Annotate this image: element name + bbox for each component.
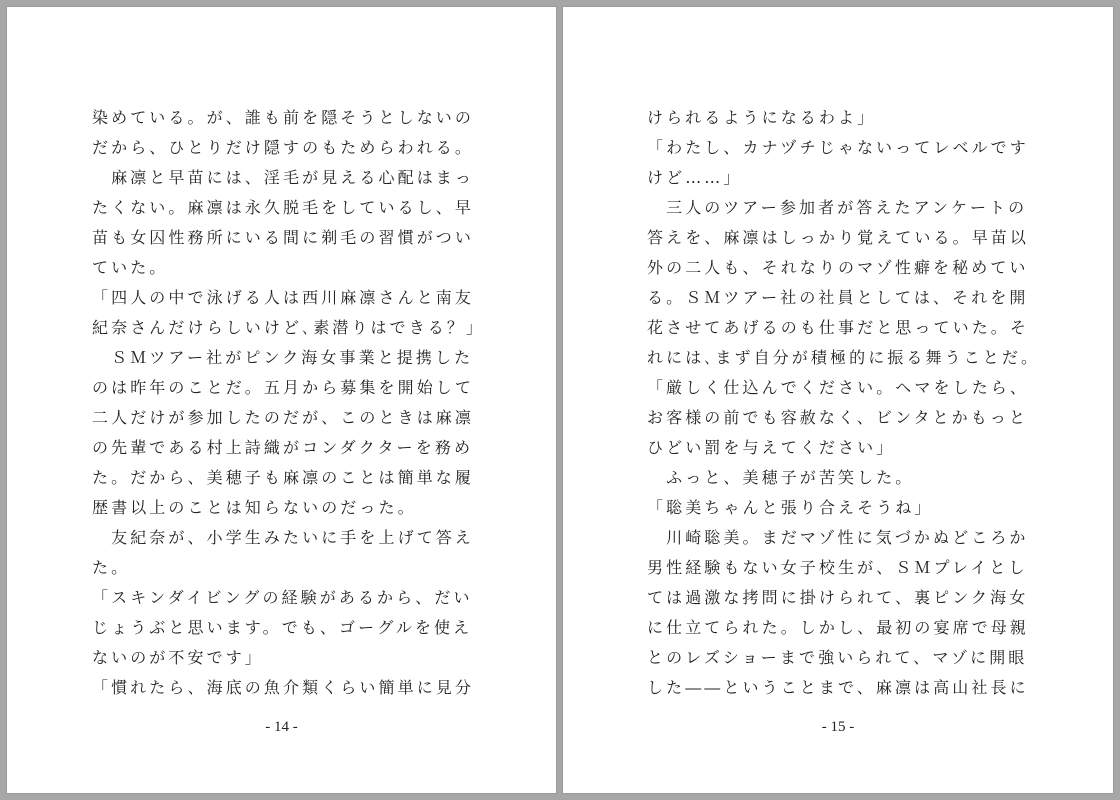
text-line: じょうぶと思います。でも、ゴーグルを使え (92, 618, 473, 637)
text-line: 染めている。が、誰も前を隠そうとしないの (92, 108, 475, 127)
text-line: した――ということまで、麻凛は高山社長に (647, 678, 1029, 697)
text-line: お客様の前でも容赦なく、ビンタとかもっと (647, 408, 1029, 427)
text-line: 苗も女囚性務所にいる間に剃毛の習慣がつい (92, 228, 475, 247)
text-line: ひどい罰を与えてください」 (647, 438, 896, 457)
text-line: けど……」 (647, 168, 743, 187)
right-page-text (647, 103, 1040, 703)
text-line: 外の二人も、それなりのマゾ性癖を秘めてい (647, 258, 1029, 277)
text-line: 「厳しく仕込んでください。ヘマをしたら、 (647, 378, 1030, 397)
text-line: た。 (92, 558, 131, 577)
text-line: のは昨年のことだ。五月から募集を開始して (92, 378, 475, 397)
page-number: - 15 - (821, 719, 855, 735)
text-line: 花させてあげるのも仕事だと思っていた。そ (647, 318, 1030, 337)
text-line: たくない。麻凛は永久脱毛をしているし、早 (92, 198, 475, 217)
text-line: 「スキンダイビングの経験があるから、だい (92, 588, 473, 607)
text-line: ていた。 (92, 258, 169, 277)
right-page (562, 6, 1114, 794)
text-line: た。だから、美穂子も麻凛のことは簡単な履 (92, 468, 475, 487)
text-line: だから、ひとりだけ隠すのもためらわれる。 (92, 138, 475, 157)
text-line: 「聡美ちゃんと張り合えそうね」 (647, 498, 934, 517)
text-line: 歴書以上のことは知らないのだった。 (92, 498, 417, 517)
page-number: - 14 - (265, 719, 298, 735)
text-line: とのレズショーまで強いられて、マゾに開眼 (647, 648, 1028, 667)
text-line: 麻凛と早苗には、淫毛が見える心配はまっ (92, 168, 475, 187)
text-line: 「四人の中で泳げる人は西川麻凛さんと南友 (92, 288, 475, 307)
text-line: 川崎聡美。まだマゾ性に気づかぬどころか (647, 528, 1029, 547)
text-line: 答えを、麻凛はしっかり覚えている。早苗以 (647, 228, 1030, 247)
left-page (6, 6, 557, 794)
text-line: ふっと、美穂子が苦笑した。 (647, 468, 915, 487)
text-line: る。ＳＭツアー社の社員としては、それを開 (647, 288, 1029, 307)
text-line: 紀奈さんだけらしいけど､素潜りはできる？」 (92, 318, 486, 337)
text-line: けられるようになるわよ」 (647, 108, 877, 127)
text-line: 男性経験もない女子校生が、ＳＭプレイとし (647, 558, 1028, 577)
text-line: ＳＭツアー社がピンク海女事業と提携した (92, 348, 474, 367)
text-line: ては過激な拷問に掛けられて、裏ピンク海女 (647, 588, 1029, 607)
text-line: 「わたし、カナヅチじゃないってレベルです (647, 138, 1029, 157)
text-line: れには､まず自分が積極的に振る舞うことだ。 (647, 348, 1041, 367)
text-line: 三人のツアー参加者が答えたアンケートの (647, 198, 1028, 217)
text-line: に仕立てられた。しかし、最初の宴席で母親 (647, 618, 1030, 637)
text-line: ないのが不安です」 (92, 648, 264, 667)
text-line: の先輩である村上詩織がコンダクターを務め (92, 438, 474, 457)
text-line: 「慣れたら、海底の魚介類くらい簡単に見分 (92, 678, 475, 697)
left-page-text (92, 103, 485, 703)
text-line: 二人だけが参加したのだが、このときは麻凛 (92, 408, 475, 427)
text-line: 友紀奈が、小学生みたいに手を上げて答え (92, 528, 475, 547)
